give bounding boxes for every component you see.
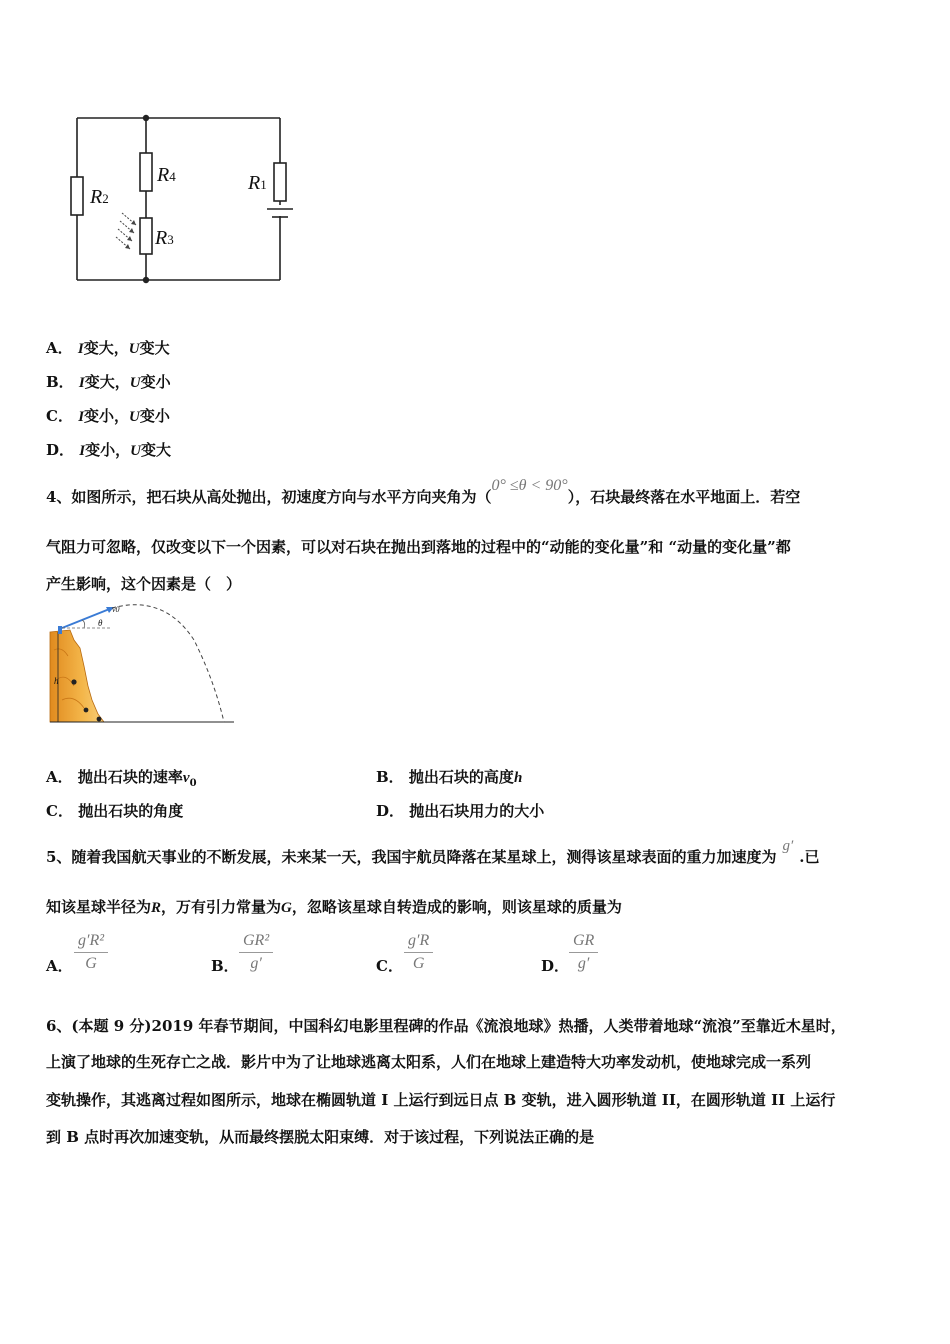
resistor-r4 [140,153,152,191]
q5-line1: 5、随着我国航天事业的不断发展，未来某一天，我国宇航员降落在某星球上，测得该星球表面的重力加速度为g′.已 [46,838,820,866]
trajectory-path [112,605,224,722]
q5-line2: 知该星球半径为R，万有引力常量为G，忽略该星球自转造成的影响，则该星球的质量为 [46,898,622,916]
q6-line2: 上演了地球的生死存亡之战．影片中为了让地球逃离太阳系，人们在地球上建造特大功率发动机，使地球完成一系列 [46,1053,812,1071]
q5-option-fraction: $\frac{GR}{g'}$ [569,932,598,973]
g-prime-math: g′ [782,838,794,854]
v0-label: v0 [112,605,120,614]
q4-option: B． 抛出石块的高度h [376,768,523,786]
q3-option: B． I变大，U变小 [46,373,171,391]
q5-option-fraction: $\frac{\text{g′R²}}{G}$ [74,932,108,973]
q6-line1: 6、(本题 9 分)2019 年春节期间，中国科幻电影里程碑的作品《流浪地球》热播，人类带着地球“流浪”至靠近木星时， [46,1017,846,1035]
q4-option: A． 抛出石块的速率$v_0$ [46,768,197,789]
q5-option-letter: C． [376,957,403,975]
label-r4: R4 [157,164,176,186]
q4-line3: 产生影响，这个因素是（ ） [46,575,242,593]
q4-line1: 4、如图所示，把石块从高处抛出，初速度方向与水平方向夹角为（0° ≤θ < 90°），石块最终落在水平地面上．若空 [46,477,801,506]
q5-option-letter: B． [211,957,239,975]
resistor-r3 [140,218,152,254]
q4-option: D． 抛出石块用力的大小 [376,802,545,820]
q6-line4: 到 B 点时再次加速变轨，从而最终摆脱太阳束缚．对于该过程，下列说法正确的是 [46,1128,595,1146]
q4-option: C． 抛出石块的角度 [46,802,184,820]
label-r3: R3 [155,227,174,249]
q3-option: C． I变小，U变小 [46,407,170,425]
projectile-figure [44,600,239,730]
theta-label: θ [98,618,103,628]
resistor-r1 [274,163,286,201]
q5-option-letter: A． [46,957,73,975]
height-label: h [54,676,59,686]
label-r1: R1 [248,172,267,194]
resistor-r2 [71,177,83,215]
q6-line3: 变轨操作，其逃离过程如图所示，地球在椭圆轨道 I 上运行到远日点 B 变轨，进入圆形轨道 II，在圆形轨道 II 上运行 [46,1091,836,1109]
q3-option: D． I变小，U变大 [46,441,171,459]
velocity-arrow [62,608,112,628]
label-r2: R2 [90,186,109,208]
q4-line2: 气阻力可忽略，仅改变以下一个因素，可以对石块在抛出到落地的过程中的“动能的变化量”和 “动量的变化量”都 [46,538,791,556]
angle-range-math: 0° ≤θ < 90° [491,477,568,494]
q5-option-fraction: $\frac{\text{GR²}}{g'}$ [239,932,273,973]
q5-option-fraction: $\frac{g'R}{G}$ [404,932,433,973]
q3-option: A． I变大，U变大 [46,339,170,357]
q5-option-letter: D． [541,957,570,975]
